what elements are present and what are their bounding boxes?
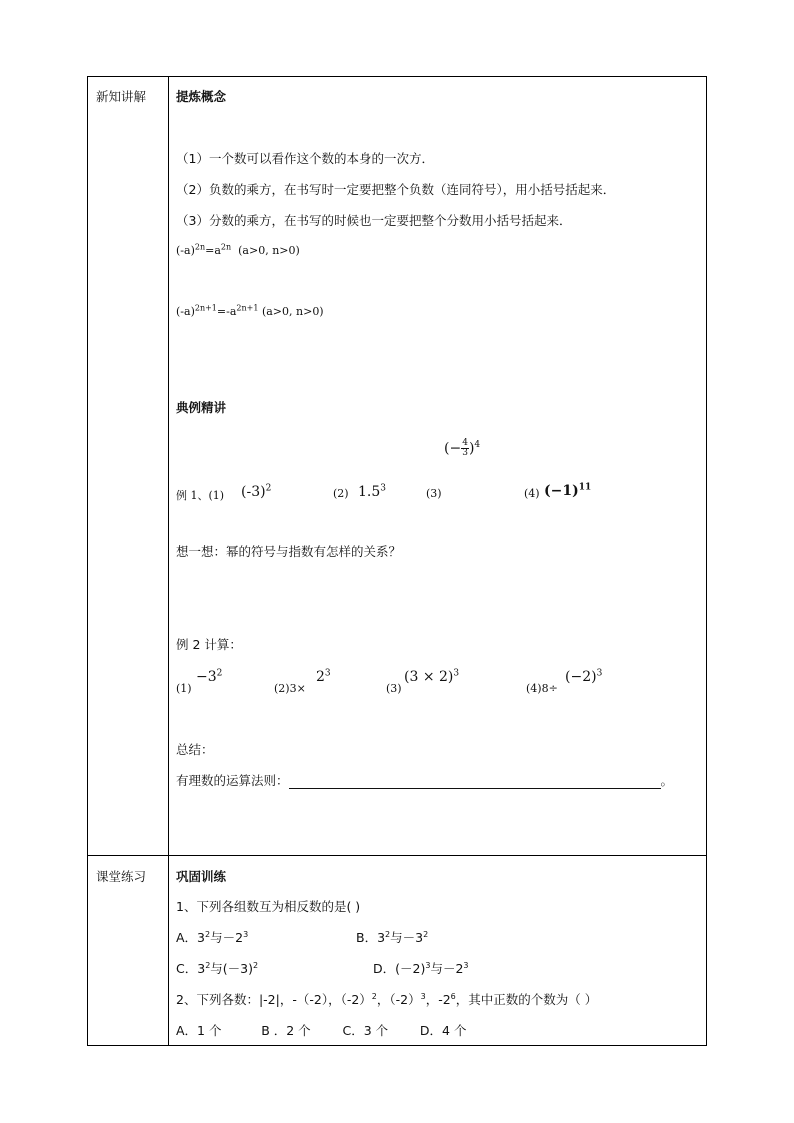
- example1-part3: [444, 439, 480, 458]
- example2-part2: [316, 669, 331, 685]
- ex2-p3-expr: (3 × 2): [404, 669, 454, 685]
- q1-a-exp2: 3: [243, 929, 249, 939]
- q1-d-exp1: 3: [425, 960, 431, 970]
- row-label-new-knowledge: 新知讲解: [96, 89, 147, 104]
- example1-part1: [241, 484, 271, 500]
- q1-a-pre: A．3: [176, 930, 206, 945]
- concept-item-3: （3）分数的乘方，在书写的时候也一定要把整个分数用小括号括起来．: [176, 213, 572, 228]
- q2-mid2: ，-2: [425, 992, 451, 1007]
- ex1-p4-exp: 11: [578, 482, 592, 493]
- worksheet-table: [87, 76, 707, 1046]
- concepts-heading: 提炼概念: [176, 89, 227, 104]
- formula2-rhs: =-a: [216, 305, 237, 318]
- ex1-p2-exp: 3: [380, 483, 386, 494]
- ex1-p1-base: (-3): [241, 484, 266, 500]
- example1-part2: [358, 484, 386, 500]
- ex1-p2-base: 1.5: [358, 484, 381, 500]
- q1-d-exp2: 3: [463, 960, 469, 970]
- formula-odd-power: [176, 305, 324, 318]
- operation-rule-label: 有理数的运算法则：: [176, 773, 289, 788]
- ex1-p3-fraction: [461, 439, 469, 458]
- q1-option-d: [373, 959, 468, 977]
- formula1-base: (-a): [176, 244, 195, 257]
- rule-end-mark: 。: [660, 773, 674, 788]
- ex2-p3-label: (3): [386, 682, 402, 695]
- ex2-p1-expr: −3: [196, 669, 217, 685]
- ex1-p3-label: (3): [426, 487, 442, 500]
- q1-c-exp1: 2: [205, 960, 211, 970]
- q2-mid1: ，（-2）: [376, 992, 421, 1007]
- practice-heading: 巩固训练: [176, 869, 227, 884]
- ex2-p4-label: (4)8÷: [526, 682, 558, 695]
- formula2-condition: (a>0, n>0): [261, 305, 324, 318]
- q1-c-pre: C．3: [176, 961, 206, 976]
- ex2-p3-exp: 3: [453, 668, 460, 679]
- example2-part3: [404, 669, 459, 685]
- ex2-p4-expr: (−2): [565, 669, 597, 685]
- summary-label: 总结：: [176, 742, 214, 757]
- ex1-p2-label: (2): [333, 487, 349, 500]
- q2-exp1: 2: [371, 991, 377, 1001]
- ex1-p3-numerator: 4: [462, 438, 468, 448]
- ex2-p1-label: (1): [176, 682, 192, 695]
- formula1-rhs: =a: [205, 244, 221, 257]
- q1-b-mid: 与－3: [390, 930, 424, 945]
- ex2-p2-label: (2)3×: [274, 682, 306, 695]
- q1-b-exp2: 2: [423, 929, 429, 939]
- operation-rule-line: [176, 771, 673, 789]
- question-2: [176, 990, 597, 1008]
- question-1: 1、下列各组数互为相反数的是( ): [176, 899, 361, 914]
- q1-a-exp1: 2: [205, 929, 211, 939]
- answer-blank[interactable]: [289, 777, 661, 789]
- q1-option-c: [176, 959, 258, 977]
- example2-part1: [196, 669, 222, 685]
- column-divider: [168, 77, 169, 1045]
- q2-exp2: 3: [420, 991, 426, 1001]
- formula1-condition: (a>0, n>0): [238, 244, 300, 257]
- ex1-p3-exp: 4: [474, 439, 481, 450]
- ex1-p1-exp: 2: [265, 483, 272, 494]
- example1-label: 例 1、(1): [176, 489, 225, 502]
- q1-c-exp2: 2: [253, 960, 259, 970]
- ex1-p3-open: (−: [444, 440, 462, 457]
- q1-option-a: [176, 928, 248, 946]
- concept-item-2: （2）负数的乘方，在书写时一定要把整个负数（连同符号），用小括号括起来．: [176, 182, 616, 197]
- ex2-p1-exp: 2: [216, 668, 223, 679]
- ex1-p3-denominator: 3: [462, 448, 468, 458]
- ex1-p3-close: ): [468, 440, 475, 457]
- example2-part4: [565, 669, 602, 685]
- q2-pre: 2、下列各数：|-2|，-（-2），（-2）: [176, 992, 372, 1007]
- examples-heading: 典例精讲: [176, 400, 227, 415]
- q1-d-mid: 与－2: [430, 961, 464, 976]
- ex2-p4-exp: 3: [596, 668, 603, 679]
- example1-part4: [544, 483, 591, 499]
- q1-a-mid: 与－2: [210, 930, 244, 945]
- formula1-rhs-exp: 2n: [220, 242, 232, 252]
- q2-post: ，其中正数的个数为（ ）: [455, 992, 598, 1007]
- q1-b-pre: B．3: [356, 930, 386, 945]
- q1-option-b: [356, 928, 428, 946]
- row-label-class-practice: 课堂练习: [96, 869, 147, 884]
- q1-b-exp1: 2: [385, 929, 391, 939]
- formula2-rhs-exp: 2n+1: [236, 303, 259, 313]
- q2-exp3: 6: [450, 991, 456, 1001]
- ex1-p4-label: (4): [524, 487, 540, 500]
- ex2-p2-base: 2: [316, 669, 325, 685]
- ex2-p2-exp: 3: [324, 668, 331, 679]
- formula-even-power: [176, 244, 300, 257]
- example2-title: 例 2 计算：: [176, 637, 242, 652]
- formula2-exp: 2n+1: [194, 303, 217, 313]
- q2-options: A．1 个 B ．2 个 C．3 个 D．4 个: [176, 1023, 467, 1038]
- q1-c-mid: 与(－3): [210, 961, 253, 976]
- concept-item-1: （1）一个数可以看作这个数的本身的一次方．: [176, 151, 434, 166]
- row-divider: [88, 855, 706, 856]
- ex1-p4-base: (−1): [544, 483, 579, 499]
- formula1-exp: 2n: [194, 242, 206, 252]
- formula2-base: (-a): [176, 305, 195, 318]
- think-prompt: 想一想：幂的符号与指数有怎样的关系？: [176, 544, 402, 559]
- q1-d-pre: D．(－2): [373, 961, 426, 976]
